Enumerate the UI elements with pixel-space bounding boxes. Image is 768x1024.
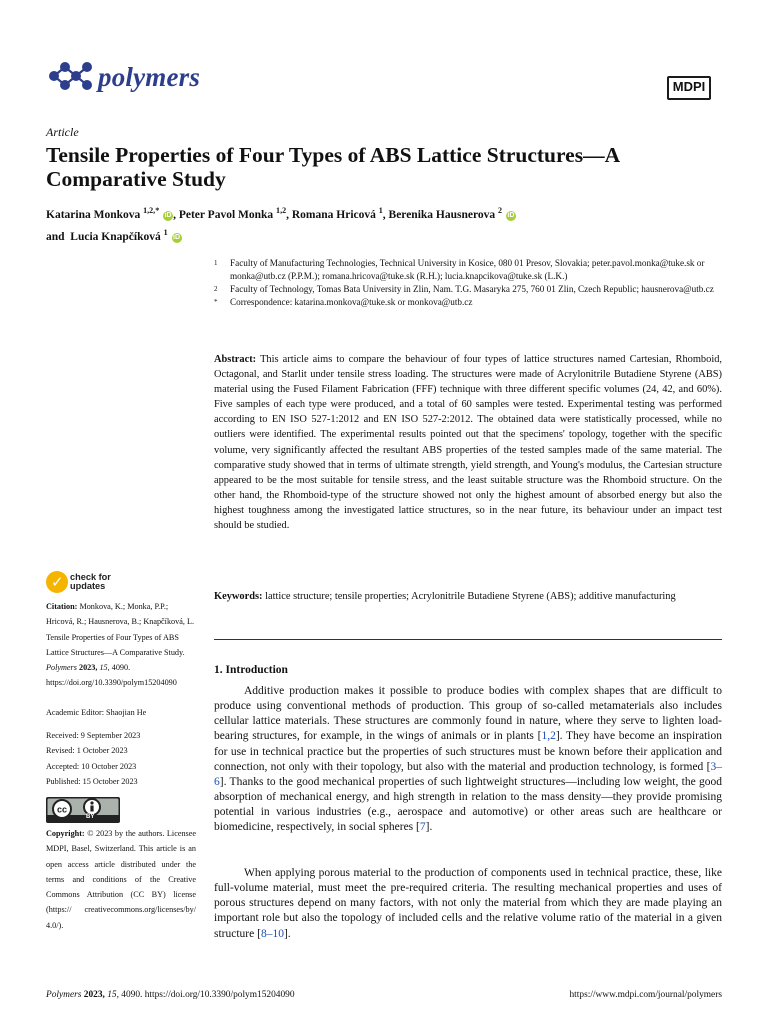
author-affil-sup: 2 <box>498 206 503 215</box>
affiliation-text: Correspondence: katarina.monkova@tuke.sk or monkova@utb.cz <box>230 297 473 307</box>
author-affil-sup: 1 <box>378 206 383 215</box>
accepted-date: Accepted: 10 October 2023 <box>46 761 137 771</box>
citation-volume: 15, <box>99 663 110 673</box>
intro-paragraph-2 <box>214 866 722 942</box>
footer-citation <box>46 990 295 1000</box>
cc-by-license-badge[interactable] <box>46 797 120 823</box>
check-updates-line2: updates <box>70 581 106 591</box>
paragraph-text: ]. <box>425 821 433 834</box>
author-name[interactable]: Romana Hricová <box>291 208 376 221</box>
polymers-logo-icon <box>46 58 94 94</box>
journal-name: polymers <box>98 62 201 92</box>
journal-logo <box>46 58 94 94</box>
footer-volume: 15, <box>107 990 119 1000</box>
citation-link[interactable]: 7 <box>419 821 426 834</box>
published-date: Published: 15 October 2023 <box>46 776 138 786</box>
footer-doi[interactable]: 4090. https://doi.org/10.3390/polym15204090 <box>121 990 295 1000</box>
paragraph-text: Additive production makes it possible to produce bodies with complex shapes that are difficult to produce using conventional methods of production. This group of so-called metamaterials also includes cellular lattice materials. These structures are commonly found in nature, where they serve to lighten load-bearing structures, for example, in the wings of animals or in plants [ <box>214 685 722 743</box>
academic-editor: Academic Editor: Shaojian He <box>46 708 147 717</box>
received-date: Received: 9 September 2023 <box>46 731 141 740</box>
author-affil-sup: 1,2 <box>276 206 287 215</box>
creative-commons-icon <box>46 797 120 823</box>
section-heading-introduction: 1. Introduction <box>214 664 288 676</box>
keywords-label: Keywords: <box>214 591 263 602</box>
copyright-block <box>46 826 196 933</box>
affiliation-text: Faculty of Manufacturing Technologies, Technical University in Kosice, 080 01 Presov, Slovakia; peter.pavol.monka@tuke.sk or monka@utb.cz (P.P.M.); romana.hricova@tuke.sk (R.H.); lucia.knapcikova@tuke.sk (L.K.) <box>230 258 705 281</box>
revised-date: Revised: 1 October 2023 <box>46 746 128 756</box>
abstract-text: This article aims to compare the behaviour of four types of lattice structures named Cartesian, Rhomboid, Octagonal, and Starlit under tensile stress loading. The structures were made of Acrylonitrile Butadiene Styrene (ABS) material using the Fused Filament Fabrication (FFF) technique with three different specific volumes (24, 42, and 60%). Five samples of each type were produced, and a total of 60 samples were tested. Experimental testing was performed according to EN ISO 527-1:2012 and EN ISO 527-2:2012. The obtained data were statistically processed, while no outliers were identified. The experimental results pointed out that the specimens' topology, together with the specific volume, very significantly affected the resultant ABS properties of the tested samples made of the same material. The comparative study showed that in terms of ultimate strength, yield strength, and Young's modulus, the Cartesian structure appeared to be the most suitable for tensile stress, and the least suitable structure was the Rhomboid structure. On the other hand, the Rhomboid-type of the structure showed not only the highest amount of absorbed energy but also the highest toughness among the investigated lattice structures, so in the near future, its behaviour under an impact test should be studied. <box>214 354 722 532</box>
orcid-icon[interactable]: iD <box>173 233 181 241</box>
citation-text: Monkova, K.; Monka, P.P.; Hricová, R.; Hausnerova, B.; Knapčíková, L. Tensile Properties of Four Types of ABS Lattice Structures—A Comparative Study. <box>46 602 195 657</box>
citation-journal: Polymers <box>46 663 77 673</box>
keywords-text: lattice structure; tensile properties; Acrylonitrile Butadiene Styrene (ABS); additive manufacturing <box>265 591 676 602</box>
author-list: Katarina Monkova $^{1,2,*}$ iD , Peter Pavol Monka $^{1,2}$, Romana Hricová $^1$, Berenika Hausnerova $^2$ iD and Lucia Knapčíková $^1$ iD <box>46 206 515 243</box>
check-updates-line1: check for <box>70 572 111 582</box>
citation-link[interactable]: 1,2 <box>541 730 556 743</box>
footer-journal-url[interactable]: https://www.mdpi.com/journal/polymers <box>569 990 722 1000</box>
citation-block <box>46 599 196 691</box>
author-affil-sup: 1,2,* <box>143 206 160 215</box>
citation-link[interactable]: 3–6 <box>214 760 722 788</box>
paragraph-text: ]. They have become an inspiration for use in technical practice but the properties of such structures must be known before their application and connection, not only with their topology, but also with the material and production technology, is formed [ <box>214 730 723 773</box>
footer-journal: Polymers <box>46 990 82 1000</box>
svg-text:cc: cc <box>56 804 68 815</box>
abstract <box>214 352 722 533</box>
citation-doi[interactable]: 4090. https://doi.org/10.3390/polym15204090 <box>46 663 177 688</box>
abstract-label: Abstract: <box>214 354 257 365</box>
article-title: Tensile Properties of Four Types of ABS Lattice Structures—A Comparative Study <box>46 143 619 191</box>
affiliation-number: 1 <box>214 259 218 267</box>
affiliation-item <box>214 257 724 283</box>
affiliation-item <box>214 296 724 309</box>
affiliation-item <box>214 283 724 296</box>
citation-label: Citation: <box>46 602 78 611</box>
affiliations <box>214 257 724 309</box>
author-name[interactable]: Berenika Hausnerova <box>388 208 496 221</box>
mdpi-logo <box>667 76 711 100</box>
paragraph-text: When applying porous material to the production of components used in technical practice, these, like full-volume material, must meet the pre-required criteria. The resulting mechanical properties and uses of porous structures depend on many factors, with not only the material from which they are made playing an important role but also the topology of included cells and the relative volume ratio of the material in a given structure [ <box>214 867 722 940</box>
copyright-label: Copyright: <box>46 829 85 838</box>
citation-year: 2023, <box>78 663 98 673</box>
affiliation-number: 2 <box>214 285 218 293</box>
author-name[interactable]: Lucia Knapčíková <box>70 230 161 243</box>
mdpi-logo-text: MDPI <box>672 79 706 94</box>
keywords <box>214 589 722 604</box>
dates-block <box>46 728 196 789</box>
cc-by-label: BY <box>86 814 95 820</box>
intro-paragraph-1 <box>214 684 722 836</box>
footer-year: 2023, <box>83 990 105 1000</box>
article-type: Article <box>46 125 79 139</box>
citation-link[interactable]: 8–10 <box>260 927 284 940</box>
affiliation-text: Faculty of Technology, Tomas Bata University in Zlin, Nam. T.G. Masaryka 275, 760 01 Zlin, Czech Republic; hausnerova@utb.cz <box>230 284 714 294</box>
author-affil-sup: 1 <box>163 227 168 237</box>
section-divider <box>214 639 722 640</box>
orcid-icon[interactable]: iD <box>164 211 172 219</box>
orcid-icon[interactable]: iD <box>507 211 515 219</box>
author-name[interactable]: Katarina Monkova <box>46 208 141 221</box>
copyright-text: © 2023 by the authors. Licensee MDPI, Basel, Switzerland. This article is an open access article distributed under the terms and conditions of the Creative Commons Attribution (CC BY) license (https:// creativecommons.org/licenses/by/ 4.0/). <box>46 829 197 930</box>
paragraph-text: ]. <box>283 927 291 940</box>
check-for-updates-badge[interactable]: ✓ check for updates <box>46 571 146 599</box>
paragraph-text: ]. Thanks to the good mechanical properties of such lightweight structures—including low weight, the good absorption of mechanical energy, and high strength in relation to the mass density—they provide promising potential in various industries (e.g., aerospace and automotive) or other areas such are healthcare or biomedicine, respectively, in social spheres [ <box>214 775 722 834</box>
affiliation-number: * <box>214 298 218 306</box>
author-name[interactable]: Peter Pavol Monka <box>178 208 274 221</box>
